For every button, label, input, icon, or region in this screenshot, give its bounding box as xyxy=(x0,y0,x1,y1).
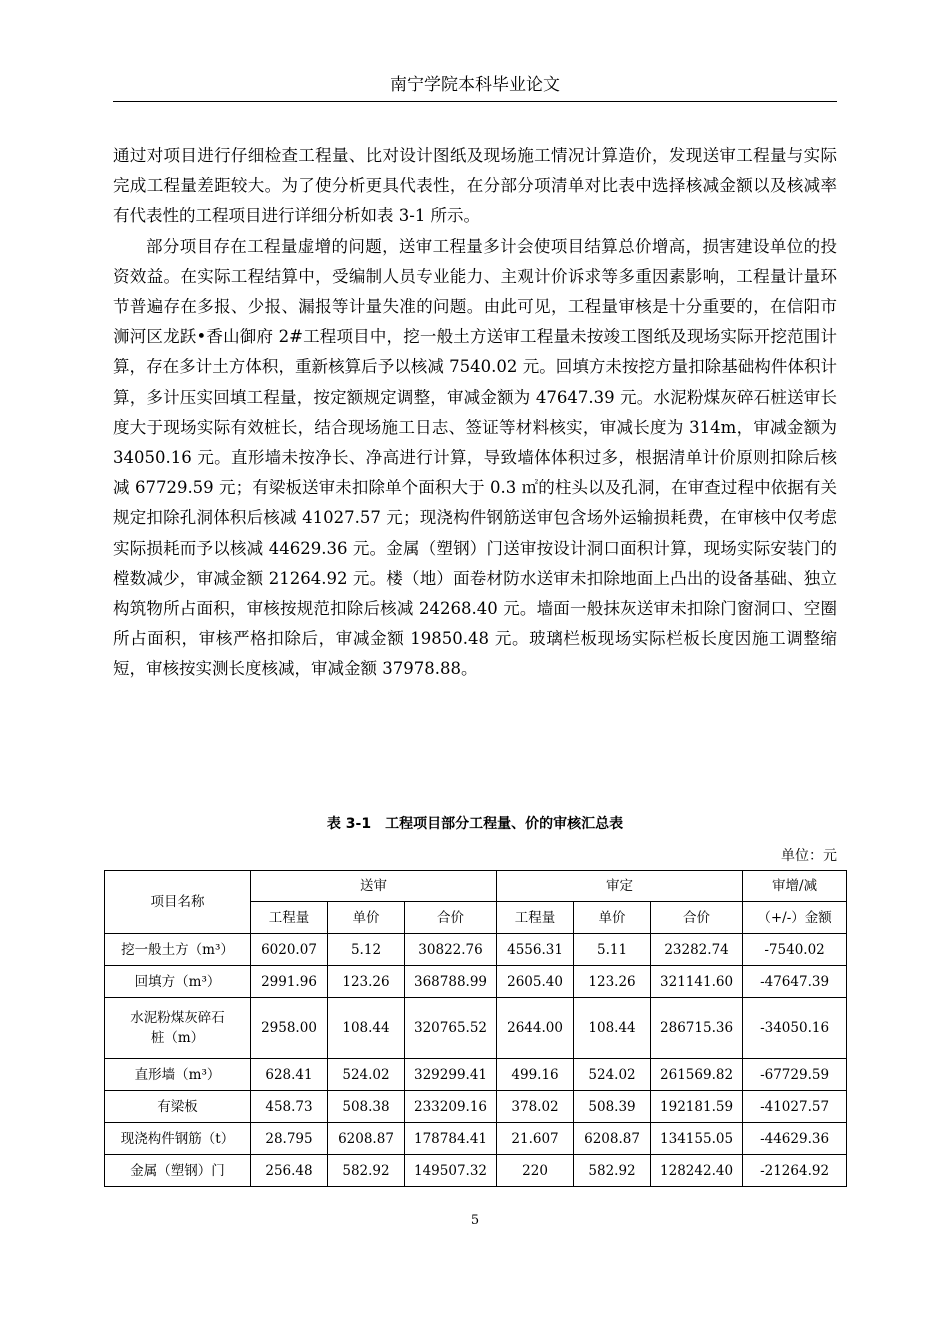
cell-item-name xyxy=(105,998,251,1059)
cell-submitted-qty: 256.48 xyxy=(251,1155,328,1187)
cell-item-name: 挖一般土方（m³） xyxy=(105,934,251,966)
header-submitted-qty: 工程量 xyxy=(251,902,328,934)
cell-submitted-qty: 458.73 xyxy=(251,1091,328,1123)
page-header-title: 南宁学院本科毕业论文 xyxy=(390,75,560,95)
header-submitted-price: 单价 xyxy=(328,902,405,934)
cell-approved-total: 261569.82 xyxy=(651,1059,743,1091)
body-text xyxy=(113,141,837,685)
cell-diff: -47647.39 xyxy=(743,966,847,998)
cell-submitted-qty: 2991.96 xyxy=(251,966,328,998)
cell-approved-qty: 21.607 xyxy=(497,1123,574,1155)
cell-approved-qty: 499.16 xyxy=(497,1059,574,1091)
cell-submitted-price: 582.92 xyxy=(328,1155,405,1187)
header-approved-price: 单价 xyxy=(574,902,651,934)
cell-diff: -67729.59 xyxy=(743,1059,847,1091)
cell-approved-price: 108.44 xyxy=(574,998,651,1059)
header-approved-total: 合价 xyxy=(651,902,743,934)
cell-approved-price: 524.02 xyxy=(574,1059,651,1091)
cell-approved-total: 286715.36 xyxy=(651,998,743,1059)
cell-submitted-total: 368788.99 xyxy=(405,966,497,998)
table-row xyxy=(105,966,847,998)
cell-approved-qty: 220 xyxy=(497,1155,574,1187)
header-submitted-total: 合价 xyxy=(405,902,497,934)
cell-diff: -21264.92 xyxy=(743,1155,847,1187)
cell-submitted-qty: 28.795 xyxy=(251,1123,328,1155)
audit-summary-table xyxy=(104,870,847,1187)
cell-submitted-price: 508.38 xyxy=(328,1091,405,1123)
cell-approved-qty: 2644.00 xyxy=(497,998,574,1059)
cell-submitted-qty: 6020.07 xyxy=(251,934,328,966)
table-row xyxy=(105,1123,847,1155)
cell-diff: -34050.16 xyxy=(743,998,847,1059)
cell-approved-total: 128242.40 xyxy=(651,1155,743,1187)
cell-submitted-price: 5.12 xyxy=(328,934,405,966)
header-divider xyxy=(113,101,837,102)
cell-submitted-total: 149507.32 xyxy=(405,1155,497,1187)
cell-submitted-price: 123.26 xyxy=(328,966,405,998)
cell-approved-price: 5.11 xyxy=(574,934,651,966)
table-unit-label: 单位：元 xyxy=(781,848,837,864)
cell-item-name-line1: 水泥粉煤灰碎石 xyxy=(130,1010,225,1026)
cell-approved-total: 192181.59 xyxy=(651,1091,743,1123)
cell-approved-price: 582.92 xyxy=(574,1155,651,1187)
cell-submitted-total: 329299.41 xyxy=(405,1059,497,1091)
cell-submitted-price: 108.44 xyxy=(328,998,405,1059)
cell-approved-qty: 378.02 xyxy=(497,1091,574,1123)
cell-approved-price: 508.39 xyxy=(574,1091,651,1123)
table-row xyxy=(105,934,847,966)
header-approved-qty: 工程量 xyxy=(497,902,574,934)
cell-approved-total: 321141.60 xyxy=(651,966,743,998)
cell-item-name: 直形墙（m³） xyxy=(105,1059,251,1091)
cell-diff: -41027.57 xyxy=(743,1091,847,1123)
cell-approved-price: 6208.87 xyxy=(574,1123,651,1155)
header-item-name: 项目名称 xyxy=(105,871,251,934)
table-header-row xyxy=(105,871,847,902)
cell-approved-qty: 4556.31 xyxy=(497,934,574,966)
header-diff-line1: 审增/减 xyxy=(743,871,847,902)
table-row xyxy=(105,1155,847,1187)
cell-item-name: 金属（塑钢）门 xyxy=(105,1155,251,1187)
table-caption: 表 3-1 工程项目部分工程量、价的审核汇总表 xyxy=(326,816,624,832)
cell-submitted-total: 233209.16 xyxy=(405,1091,497,1123)
cell-item-name-line2: 桩（m） xyxy=(150,1030,205,1046)
header-submitted: 送审 xyxy=(251,871,497,902)
cell-submitted-qty: 2958.00 xyxy=(251,998,328,1059)
table-row xyxy=(105,1059,847,1091)
cell-diff: -7540.02 xyxy=(743,934,847,966)
header-diff-line2: （+/-）金额 xyxy=(743,902,847,934)
cell-approved-price: 123.26 xyxy=(574,966,651,998)
cell-submitted-price: 6208.87 xyxy=(328,1123,405,1155)
cell-submitted-price: 524.02 xyxy=(328,1059,405,1091)
cell-item-name: 有梁板 xyxy=(105,1091,251,1123)
header-approved: 审定 xyxy=(497,871,743,902)
cell-approved-total: 23282.74 xyxy=(651,934,743,966)
cell-submitted-total: 320765.52 xyxy=(405,998,497,1059)
paragraph-2: 部分项目存在工程量虚增的问题，送审工程量多计会使项目结算总价增高，损害建设单位的投资效益。在实际工程结算中，受编制人员专业能力、主观计价诉求等多重因素影响，工程量计量环节普遍存在多报、少报、漏报等计量失准的问题。由此可见，工程量审核是十分重要的，在信阳市浉河区龙跃•香山御府 2#工程项目中，挖一般土方送审工程量未按竣工图纸及现场实际开挖范围计算，存在多计土方体积，重新核算后予以核减 7540.02 元。回填方未按挖方量扣除基础构件体积计算，多计压实回填工程量，按定额规定调整，审减金额为 47647.39 元。水泥粉煤灰碎石桩送审长度大于现场实际有效桩长，结合现场施工日志、签证等材料核实，审减长度为 314m，审减金额为 34050.16 元。直形墙未按净长、净高进行计算，导致墙体体积过多，根据清单计价原则扣除后核减 67729.59 元；有梁板送审未扣除单个面积大于 0.3 ㎡的柱头以及孔洞，在审查过程中依据有关规定扣除孔洞体积后核减 41027.57 元；现浇构件钢筋送审包含场外运输损耗费，在审核中仅考虑实际损耗而予以核减 44629.36 元。金属（塑钢）门送审按设计洞口面积计算，现场实际安装门的樘数减少，审减金额 21264.92 元。楼（地）面卷材防水送审未扣除地面上凸出的设备基础、独立构筑物所占面积，审核按规范扣除后核减 24268.40 元。墙面一般抹灰送审未扣除门窗洞口、空圈所占面积，审核严格扣除后，审减金额 19850.48 元。玻璃栏板现场实际栏板长度因施工调整缩短，审核按实测长度核减，审减金额 37978.88。 xyxy=(113,236,837,679)
cell-approved-total: 134155.05 xyxy=(651,1123,743,1155)
table-row xyxy=(105,998,847,1059)
cell-diff: -44629.36 xyxy=(743,1123,847,1155)
cell-submitted-total: 30822.76 xyxy=(405,934,497,966)
cell-item-name: 现浇构件钢筋（t） xyxy=(105,1123,251,1155)
cell-approved-qty: 2605.40 xyxy=(497,966,574,998)
table-row xyxy=(105,1091,847,1123)
cell-submitted-qty: 628.41 xyxy=(251,1059,328,1091)
cell-submitted-total: 178784.41 xyxy=(405,1123,497,1155)
cell-item-name: 回填方（m³） xyxy=(105,966,251,998)
paragraph-1: 通过对项目进行仔细检查工程量、比对设计图纸及现场施工情况计算造价，发现送审工程量与实际完成工程量差距较大。为了使分析更具代表性，在分部分项清单对比表中选择核减金额以及核减率有代表性的工程项目进行详细分析如表 3-1 所示。 xyxy=(113,146,837,226)
page-number: 5 xyxy=(470,1213,480,1228)
